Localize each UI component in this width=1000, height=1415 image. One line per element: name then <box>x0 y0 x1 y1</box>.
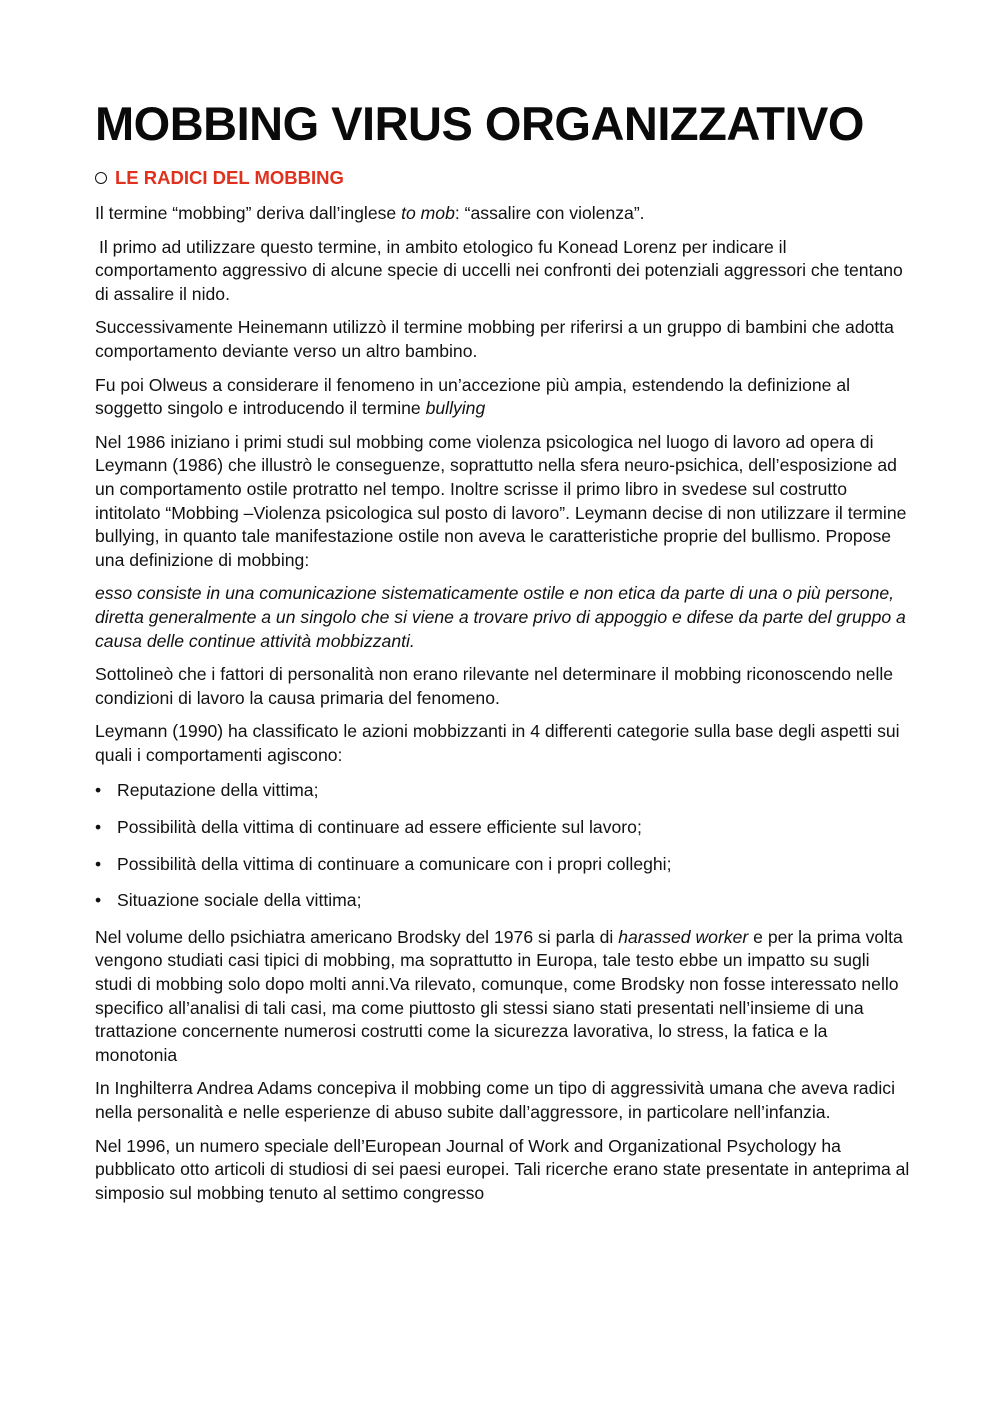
paragraph-8: Leymann (1990) ha classificato le azioni mobbizzanti in 4 differenti categorie sulla base degli aspetti sui quali i comportamenti agiscono: <box>95 721 900 765</box>
hollow-circle-icon <box>95 172 107 184</box>
section-heading-label: LE RADICI DEL MOBBING <box>115 167 344 188</box>
paragraph-9-text-c: e per la prima volta vengono studiati casi tipici di mobbing, ma soprattutto in Europa, tale testo ebbe un impatto su sugli studi di mobbing solo dopo molti anni.Va rilevato, comunque, come Brodsky non fosse interessato nello specifico all’analisi di tali casi, ma come piuttosto gli stessi siano stati presentati nell’insieme di una trattazione concernente numerosi costrutti come la sicurezza lavorativa, lo stress, la fatica e la monotonia <box>95 926 903 1065</box>
section-heading <box>95 166 910 190</box>
paragraph-4-text-a: Fu poi Olweus a considerare il fenomeno in un’accezione più ampia, estendendo la definizione al soggetto singolo e introducendo il termine <box>95 374 851 419</box>
bullet-icon: • <box>95 780 102 801</box>
paragraph-4-italic: bullying <box>425 398 486 419</box>
list-item-text: Reputazione della vittima; <box>117 780 319 801</box>
paragraph-3: Successivamente Heinemann utilizzò il termine mobbing per riferirsi a un gruppo di bambini che adotta comportamento deviante verso un altro bambino. <box>95 317 894 361</box>
document-page <box>95 96 910 1205</box>
paragraph-1-italic: to mob <box>401 203 455 223</box>
paragraph-9 <box>95 926 910 1068</box>
list-item <box>95 853 910 877</box>
list-item <box>95 816 910 840</box>
paragraph-2 <box>95 236 910 307</box>
categories-list <box>95 779 910 912</box>
paragraph-1 <box>95 202 910 226</box>
list-item-text: Situazione sociale della vittima; <box>117 890 362 911</box>
list-item <box>95 779 910 803</box>
bullet-icon: • <box>95 853 102 874</box>
bullet-icon: • <box>95 890 102 911</box>
paragraph-9-text-a: Nel volume dello psichiatra americano Brodsky del 1976 si parla di <box>95 926 619 947</box>
document-title: MOBBING VIRUS ORGANIZZATIVO <box>95 97 864 150</box>
list-item-text: Possibilità della vittima di continuare a comunicare con i propri colleghi; <box>117 853 672 874</box>
paragraph-11: Nel 1996, un numero speciale dell’European Journal of Work and Organizational Psychology ha pubblicato otto articoli di studiosi di sei paesi europei. Tali ricerche erano state presentate in anteprima al simposio sul mobbing tenuto al settimo congresso <box>95 1135 910 1203</box>
paragraph-1-text-a: Il termine “mobbing” deriva dall’inglese <box>95 203 402 223</box>
definition-quote: esso consiste in una comunicazione sistematicamente ostile e non etica da parte di una o più persone, diretta generalmente a un singolo che si viene a trovare privo di appoggio e difese da parte del gruppo a causa delle continue attività mobbizzanti. <box>95 583 906 651</box>
paragraph-1-text-c: : “assalire con violenza”. <box>454 203 645 223</box>
paragraph-5: Nel 1986 iniziano i primi studi sul mobbing come violenza psicologica nel luogo di lavoro ad opera di Leymann (1986) che illustrò le conseguenze, soprattutto nella sfera neuro-psichica, dell’esposizione ad un comportamento ostile protratto nel tempo. Inoltre scrisse il primo libro in svedese sul costrutto intitolato “Mobbing –Violenza psicologica sul posto di lavoro”. Leymann decise di non utilizzare il termine bullying, in quanto tale manifestazione ostile non aveva le caratteristiche proprie del bullismo. Propose una definizione di mobbing: <box>95 431 907 570</box>
paragraph-2-text: Il primo ad utilizzare questo termine, in ambito etologico fu Konead Lorenz per indicare il comportamento aggressivo di alcune specie di uccelli nei confronti dei potenziali aggressori che tentano di assalire il nido. <box>95 236 903 304</box>
paragraph-7: Sottolineò che i fattori di personalità non erano rilevante nel determinare il mobbing riconoscendo nelle condizioni di lavoro la causa primaria del fenomeno. <box>95 664 894 708</box>
bullet-icon: • <box>95 817 102 838</box>
paragraph-4 <box>95 374 910 421</box>
list-item <box>95 889 910 913</box>
paragraph-10: In Inghilterra Andrea Adams concepiva il mobbing come un tipo di aggressività umana che aveva radici nella personalità e nelle esperienze di abuso subite dall’aggressore, in particolare nell’infanzia. <box>95 1078 895 1122</box>
paragraph-9-italic: harassed worker <box>618 926 749 947</box>
list-item-text: Possibilità della vittima di continuare ad essere efficiente sul lavoro; <box>117 817 642 838</box>
